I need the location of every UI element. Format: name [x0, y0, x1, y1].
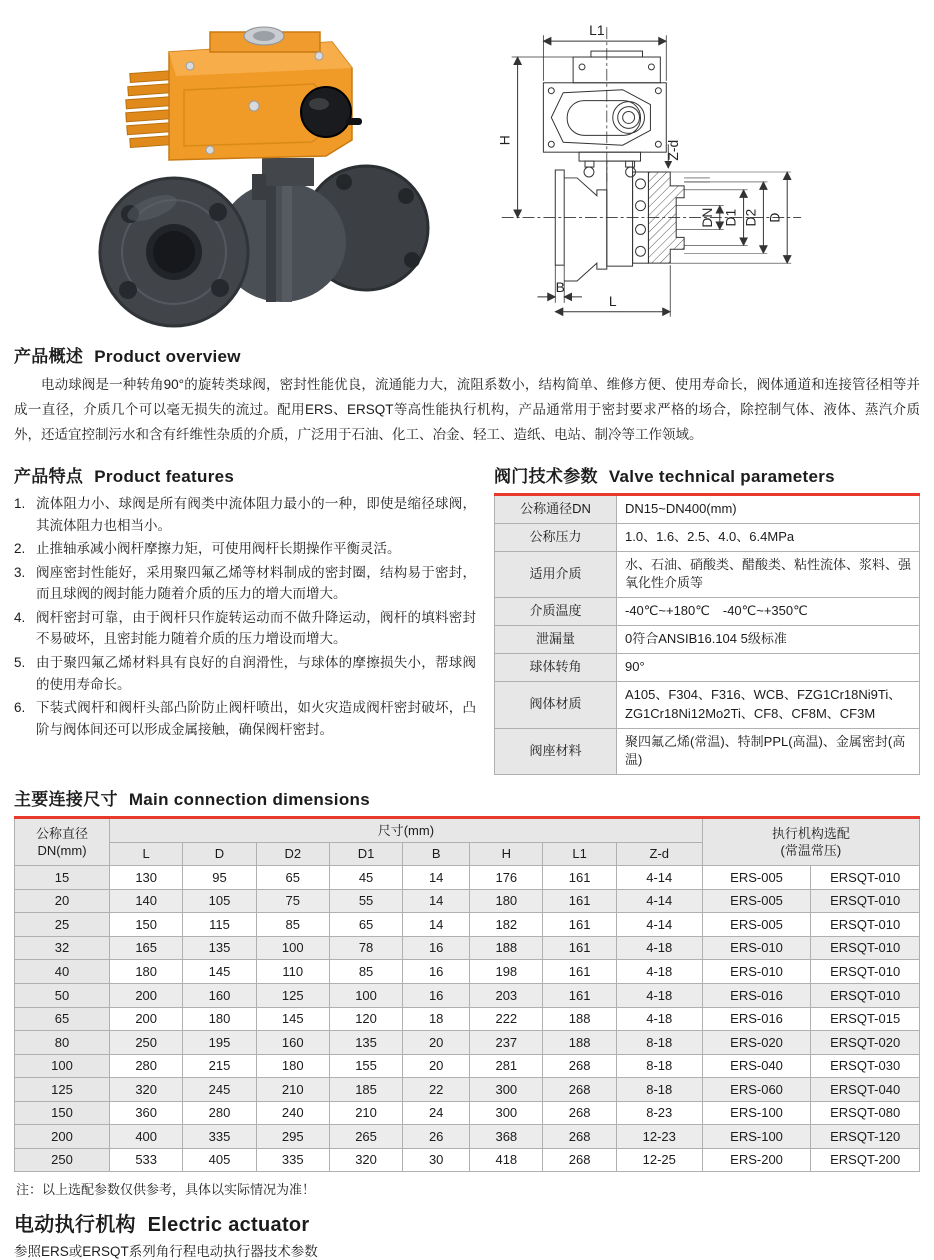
- dimensions-title-zh: 主要连接尺寸: [14, 790, 118, 810]
- dimension-cell: ERSQT-010: [811, 936, 920, 960]
- dimensions-table: [14, 816, 920, 1172]
- col-header-d: D: [183, 842, 256, 866]
- dimension-cell: 182: [470, 913, 543, 937]
- dimension-cell: ERSQT-120: [811, 1125, 920, 1149]
- dimension-cell: ERS-005: [702, 866, 811, 890]
- dimension-cell: 65: [256, 866, 329, 890]
- dim-label-l: L: [608, 292, 617, 309]
- dimension-cell: 210: [256, 1078, 329, 1102]
- dimension-row: [15, 1101, 920, 1125]
- actuator-note: 参照ERS或ERSQT系列角行程电动执行器技术参数: [14, 1244, 318, 1260]
- dimension-cell: 85: [329, 960, 402, 984]
- dn-column-header: 公称直径 DN(mm): [15, 818, 110, 866]
- dimension-cell: ERSQT-020: [811, 1031, 920, 1055]
- figures-row: [14, 10, 920, 332]
- dimension-cell: ERS-200: [702, 1148, 811, 1172]
- col-header-l: L: [110, 842, 183, 866]
- dimension-cell: 180: [470, 889, 543, 913]
- dimension-cell: 405: [183, 1148, 256, 1172]
- dimension-cell: 280: [183, 1101, 256, 1125]
- valve-body-graphic: [100, 158, 428, 326]
- dimension-cell: 165: [110, 936, 183, 960]
- dimension-cell: 12-23: [616, 1125, 702, 1149]
- valve-params-table: [494, 493, 920, 775]
- dimension-cell: ERSQT-010: [811, 960, 920, 984]
- dimension-cell: 268: [543, 1148, 616, 1172]
- dim-label-d2: D2: [742, 208, 759, 227]
- dimension-cell: 65: [329, 913, 402, 937]
- dimension-cell: 268: [543, 1101, 616, 1125]
- dimension-cell: ERS-100: [702, 1101, 811, 1125]
- dimension-cell: ERSQT-010: [811, 866, 920, 890]
- overview-paragraph: 电动球阀是一种转角90°的旋转类球阀，密封性能优良，流通能力大，流阻系数小，结构简单、维修方便、使用寿命长，阀体通道和连接管径相等并成一直径，介质几个可以毫无损失的流过。配用ERS、ERSQT等高性能执行机构，产品通常用于密封要求严格的场合，除控制气体、液体、蒸汽介质外，还适宜控制污水和含有纤维性杂质的介质，广泛用于石油、化工、冶金、轻工、造纸、电站、制冷等工作领域。: [14, 377, 920, 442]
- dimension-cell: 268: [543, 1125, 616, 1149]
- dn-value-cell: 125: [15, 1078, 110, 1102]
- dimension-cell: 268: [543, 1054, 616, 1078]
- dimension-cell: 16: [403, 960, 470, 984]
- dimension-cell: 188: [470, 936, 543, 960]
- dim-label-zd: Z-d: [665, 139, 682, 161]
- dimension-cell: 195: [183, 1031, 256, 1055]
- dn-value-cell: 40: [15, 960, 110, 984]
- dimension-row: [15, 1148, 920, 1172]
- actuator-graphic: [126, 27, 362, 160]
- dimension-cell: 105: [183, 889, 256, 913]
- actuator-title-zh: 电动执行机构: [14, 1214, 136, 1237]
- dimension-cell: 20: [403, 1054, 470, 1078]
- dimension-cell: 320: [110, 1078, 183, 1102]
- dn-value-cell: 200: [15, 1125, 110, 1149]
- dimension-cell: 30: [403, 1148, 470, 1172]
- param-value: 聚四氟乙烯(常温)、特制PPL(高温)、金属密封(高温): [617, 728, 920, 775]
- dimension-row: [15, 1054, 920, 1078]
- valve-params-heading: [494, 462, 920, 487]
- features-title-en: Product features: [94, 466, 235, 486]
- dimension-cell: ERS-040: [702, 1054, 811, 1078]
- dimension-row: [15, 960, 920, 984]
- dimension-cell: 8-18: [616, 1078, 702, 1102]
- features-heading: [14, 462, 476, 487]
- dimension-cell: 150: [110, 913, 183, 937]
- param-row: [495, 523, 920, 551]
- param-value: 0符合ANSIB16.104 5级标准: [617, 626, 920, 654]
- param-label: 公称压力: [495, 523, 617, 551]
- actuator-column-header: 执行机构选配 (常温常压): [702, 818, 919, 866]
- dimension-cell: 8-18: [616, 1054, 702, 1078]
- dimension-cell: 4-18: [616, 936, 702, 960]
- dimension-cell: 14: [403, 889, 470, 913]
- dimension-cell: 155: [329, 1054, 402, 1078]
- dim-label-h: H: [496, 135, 513, 146]
- dimension-cell: 161: [543, 936, 616, 960]
- param-row: [495, 551, 920, 598]
- dn-value-cell: 32: [15, 936, 110, 960]
- dimension-cell: 55: [329, 889, 402, 913]
- param-label: 介质温度: [495, 598, 617, 626]
- dimension-cell: 176: [470, 866, 543, 890]
- dimension-cell: 320: [329, 1148, 402, 1172]
- dimension-cell: ERS-016: [702, 984, 811, 1008]
- dimension-cell: 161: [543, 866, 616, 890]
- dimension-cell: 161: [543, 889, 616, 913]
- dim-label-b: B: [555, 278, 565, 295]
- dim-label-l1: L1: [589, 22, 605, 39]
- dimension-row: [15, 936, 920, 960]
- dimension-cell: 161: [543, 984, 616, 1008]
- technical-drawing: [474, 10, 920, 332]
- overview-heading: [14, 342, 920, 367]
- dimension-cell: 160: [183, 984, 256, 1008]
- dimension-cell: ERSQT-010: [811, 984, 920, 1008]
- dimension-cell: ERSQT-080: [811, 1101, 920, 1125]
- valve-params-title-zh: 阀门技术参数: [494, 466, 598, 486]
- dn-value-cell: 80: [15, 1031, 110, 1055]
- param-value: -40℃~+180℃ -40℃~+350℃: [617, 598, 920, 626]
- dimension-row: [15, 889, 920, 913]
- param-row: [495, 598, 920, 626]
- dimension-cell: 18: [403, 1007, 470, 1031]
- dimension-cell: 20: [403, 1031, 470, 1055]
- param-label: 球体转角: [495, 653, 617, 681]
- dimension-cell: ERS-100: [702, 1125, 811, 1149]
- dimension-cell: 4-18: [616, 960, 702, 984]
- dimension-cell: 335: [256, 1148, 329, 1172]
- dimension-cell: ERSQT-200: [811, 1148, 920, 1172]
- feature-item: 由于聚四氟乙烯材料具有良好的自润滑性，与球体的摩擦损失小，帮球阀的使用寿命长。: [36, 655, 476, 692]
- param-label: 适用介质: [495, 551, 617, 598]
- dimension-cell: 281: [470, 1054, 543, 1078]
- dimension-cell: 200: [110, 984, 183, 1008]
- dimension-row: [15, 866, 920, 890]
- dimension-row: [15, 1007, 920, 1031]
- dimension-cell: 110: [256, 960, 329, 984]
- dimension-cell: 418: [470, 1148, 543, 1172]
- dimension-cell: 22: [403, 1078, 470, 1102]
- dimension-cell: 280: [110, 1054, 183, 1078]
- dimension-cell: 16: [403, 936, 470, 960]
- feature-item: 流体阻力小、球阀是所有阀类中流体阻力最小的一种，即使是缩径球阀，其流体阻力也相当小。: [36, 495, 476, 533]
- dimension-cell: 210: [329, 1101, 402, 1125]
- dimension-cell: 145: [183, 960, 256, 984]
- dimension-cell: 125: [256, 984, 329, 1008]
- dimension-cell: 160: [256, 1031, 329, 1055]
- dimension-cell: ERS-010: [702, 936, 811, 960]
- param-row: [495, 653, 920, 681]
- param-label: 阀座材料: [495, 728, 617, 775]
- dimension-cell: 200: [110, 1007, 183, 1031]
- features-title-zh: 产品特点: [14, 466, 84, 486]
- col-header-b: B: [403, 842, 470, 866]
- dimension-cell: 120: [329, 1007, 402, 1031]
- dimension-cell: ERS-005: [702, 913, 811, 937]
- dimension-cell: ERSQT-015: [811, 1007, 920, 1031]
- dimension-cell: 161: [543, 913, 616, 937]
- feature-item: 阀杆密封可靠，由于阀杆只作旋转运动而不做升降运动，阀杆的填料密封不易破坏，且密封能力随着介质的压力增设而增大。: [36, 609, 476, 647]
- dimension-cell: ERSQT-010: [811, 889, 920, 913]
- param-label: 泄漏量: [495, 626, 617, 654]
- product-photo: [14, 10, 474, 332]
- dim-label-d1: D1: [722, 208, 739, 227]
- dimension-cell: 300: [470, 1101, 543, 1125]
- dimension-row: [15, 913, 920, 937]
- dimension-cell: 12-25: [616, 1148, 702, 1172]
- dimension-cell: ERS-020: [702, 1031, 811, 1055]
- dimension-cell: 145: [256, 1007, 329, 1031]
- dimension-cell: 400: [110, 1125, 183, 1149]
- dimension-cell: 14: [403, 913, 470, 937]
- col-header-zd: Z-d: [616, 842, 702, 866]
- dimension-cell: 245: [183, 1078, 256, 1102]
- dimension-cell: 203: [470, 984, 543, 1008]
- dimension-row: [15, 1078, 920, 1102]
- overview-title-zh: 产品概述: [14, 347, 84, 366]
- dimension-cell: 268: [543, 1078, 616, 1102]
- col-header-d2: D2: [256, 842, 329, 866]
- param-row: [495, 494, 920, 523]
- dimension-cell: 115: [183, 913, 256, 937]
- dimension-cell: 45: [329, 866, 402, 890]
- size-group-header: 尺寸(mm): [110, 818, 703, 843]
- dimension-row: [15, 1031, 920, 1055]
- param-label: 阀体材质: [495, 681, 617, 728]
- product-photo-graphic: [14, 10, 474, 332]
- dimension-cell: 78: [329, 936, 402, 960]
- col-header-d1: D1: [329, 842, 402, 866]
- dimension-cell: 4-14: [616, 889, 702, 913]
- dn-value-cell: 65: [15, 1007, 110, 1031]
- dimension-cell: 360: [110, 1101, 183, 1125]
- param-value: 90°: [617, 653, 920, 681]
- dimension-cell: 8-18: [616, 1031, 702, 1055]
- dimension-cell: 198: [470, 960, 543, 984]
- dimension-cell: 335: [183, 1125, 256, 1149]
- dimension-cell: ERS-010: [702, 960, 811, 984]
- dimension-cell: 188: [543, 1007, 616, 1031]
- dn-value-cell: 100: [15, 1054, 110, 1078]
- param-value: 水、石油、硝酸类、醋酸类、粘性流体、浆料、强氧化性介质等: [617, 551, 920, 598]
- col-header-l1: L1: [543, 842, 616, 866]
- dimension-cell: 185: [329, 1078, 402, 1102]
- dimension-cell: 180: [183, 1007, 256, 1031]
- feature-item: 阀座密封性能好，采用聚四氟乙烯等材料制成的密封圈，结构易于密封，而且球阀的阀封能力随着介质的压力的增大而增大。: [36, 564, 476, 602]
- dimension-cell: 14: [403, 866, 470, 890]
- col-header-h: H: [470, 842, 543, 866]
- features-list: [14, 493, 476, 741]
- dimension-cell: 135: [329, 1031, 402, 1055]
- dimension-row: [15, 1125, 920, 1149]
- dimension-cell: 4-14: [616, 866, 702, 890]
- feature-item: 下装式阀杆和阀杆头部凸阶防止阀杆喷出，如火灾造成阀杆密封破坏，凸阶与阀体间还可以形成金属接触，确保阀杆密封。: [36, 700, 476, 737]
- overview-title-en: Product overview: [94, 347, 241, 366]
- dim-label-dn: DN: [698, 207, 715, 228]
- dn-value-cell: 50: [15, 984, 110, 1008]
- dn-value-cell: 25: [15, 913, 110, 937]
- dimension-cell: 368: [470, 1125, 543, 1149]
- dimension-cell: 250: [110, 1031, 183, 1055]
- dimension-cell: 24: [403, 1101, 470, 1125]
- dimension-cell: 140: [110, 889, 183, 913]
- dimension-cell: 295: [256, 1125, 329, 1149]
- actuator-title-en: Electric actuator: [147, 1214, 310, 1237]
- dimension-cell: 100: [256, 936, 329, 960]
- param-row: [495, 681, 920, 728]
- dimension-cell: 300: [470, 1078, 543, 1102]
- param-row: [495, 626, 920, 654]
- dimension-cell: 135: [183, 936, 256, 960]
- dn-value-cell: 250: [15, 1148, 110, 1172]
- dimension-cell: 4-18: [616, 984, 702, 1008]
- dimension-cell: 130: [110, 866, 183, 890]
- dimensions-heading: [14, 785, 920, 810]
- param-value: 1.0、1.6、2.5、4.0、6.4MPa: [617, 523, 920, 551]
- dimension-cell: ERS-005: [702, 889, 811, 913]
- dn-value-cell: 20: [15, 889, 110, 913]
- dn-value-cell: 150: [15, 1101, 110, 1125]
- dimension-cell: 215: [183, 1054, 256, 1078]
- dimension-cell: 533: [110, 1148, 183, 1172]
- dimension-cell: 75: [256, 889, 329, 913]
- valve-params-title-en: Valve technical parameters: [608, 466, 835, 486]
- dimension-cell: 222: [470, 1007, 543, 1031]
- dim-label-d: D: [766, 212, 783, 223]
- dimension-cell: ERSQT-010: [811, 913, 920, 937]
- dimension-cell: ERSQT-030: [811, 1054, 920, 1078]
- dimension-row: [15, 984, 920, 1008]
- dimension-cell: 265: [329, 1125, 402, 1149]
- dimension-cell: 100: [329, 984, 402, 1008]
- dimensions-title-en: Main connection dimensions: [128, 790, 370, 810]
- dimension-cell: 237: [470, 1031, 543, 1055]
- param-value: A105、F304、F316、WCB、FZG1Cr18Ni9Ti、ZG1Cr18Ni12Mo2Ti、CF8、CF8M、CF3M: [617, 681, 920, 728]
- dimension-cell: 180: [256, 1054, 329, 1078]
- dimension-cell: 26: [403, 1125, 470, 1149]
- dimension-cell: 95: [183, 866, 256, 890]
- table-note: 注：以上选配参数仅供参考，具体以实际情况为准！: [16, 1182, 316, 1198]
- actuator-heading: [14, 1208, 920, 1237]
- dimension-cell: 4-18: [616, 1007, 702, 1031]
- dimension-cell: 8-23: [616, 1101, 702, 1125]
- dimension-cell: ERS-016: [702, 1007, 811, 1031]
- dimension-cell: 4-14: [616, 913, 702, 937]
- dimension-cell: 240: [256, 1101, 329, 1125]
- dimension-cell: 180: [110, 960, 183, 984]
- dimension-cell: 161: [543, 960, 616, 984]
- feature-item: 止推轴承减小阀杆摩擦力矩，可使用阀杆长期操作平衡灵活。: [36, 541, 401, 557]
- param-row: [495, 728, 920, 775]
- technical-drawing-graphic: [474, 10, 920, 332]
- dimension-cell: 188: [543, 1031, 616, 1055]
- dimension-cell: 16: [403, 984, 470, 1008]
- param-label: 公称通径DN: [495, 494, 617, 523]
- dimension-cell: ERSQT-040: [811, 1078, 920, 1102]
- dimension-cell: ERS-060: [702, 1078, 811, 1102]
- param-value: DN15~DN400(mm): [617, 494, 920, 523]
- dimension-cell: 85: [256, 913, 329, 937]
- dn-value-cell: 15: [15, 866, 110, 890]
